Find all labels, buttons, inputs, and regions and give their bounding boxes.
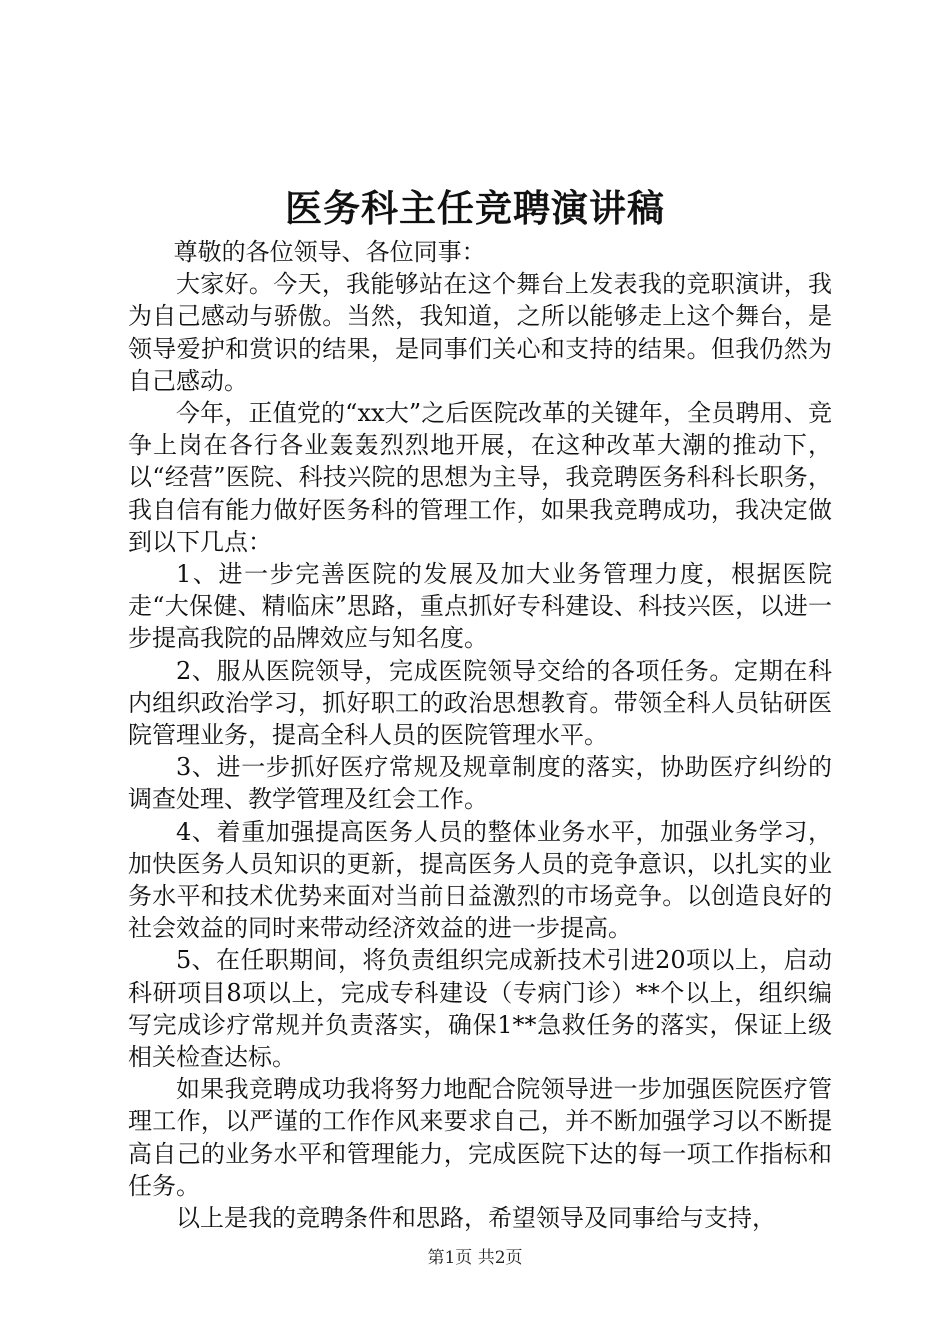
document-title: 医务科主任竞聘演讲稿 <box>285 186 665 230</box>
page-number-footer: 第1页 共2页 <box>427 1248 523 1268</box>
point-5-paragraph: 5、在任职期间，将负责组织完成新技术引进20项以上，启动科研项目8项以上，完成专科建设（专病门诊）**个以上，组织编写完成诊疗常规并负责落实，确保1**急救任务的落实，保证上级相关检查达标。 <box>128 946 832 1072</box>
closing-paragraph: 以上是我的竞聘条件和思路，希望领导及同事给与支持， <box>176 1204 776 1233</box>
point-4-paragraph: 4、着重加强提高医务人员的整体业务水平，加强业务学习，加快医务人员知识的更新，提高医务人员的竞争意识，以扎实的业务水平和技术优势来面对当前日益激烈的市场竞争。以创造良好的社会效益的同时来带动经济效益的进一步提高。 <box>128 817 832 943</box>
commitment-paragraph: 如果我竞聘成功我将努力地配合院领导进一步加强医院医疗管理工作，以严谨的工作作风来要求自己，并不断加强学习以不断提高自己的业务水平和管理能力，完成医院下达的每一项工作指标和任务。 <box>128 1075 832 1200</box>
document-body <box>128 236 832 1234</box>
point-1-paragraph: 1、进一步完善医院的发展及加大业务管理力度，根据医院走“大保健、精临床”思路，重点抓好专科建设、科技兴医，以进一步提高我院的品牌效应与知名度。 <box>128 560 832 653</box>
greeting-paragraph: 大家好。今天，我能够站在这个舞台上发表我的竞职演讲，我为自己感动与骄傲。当然，我知道，之所以能够走上这个舞台，是领导爱护和赏识的结果，是同事们关心和支持的结果。但我仍然为自己感动。 <box>128 270 832 395</box>
point-3-paragraph: 3、进一步抓好医疗常规及规章制度的落实，协助医疗纠纷的调查处理、教学管理及红会工作。 <box>128 753 832 814</box>
salutation-paragraph: 尊敬的各位领导、各位同事： <box>173 238 486 266</box>
point-2-paragraph: 2、服从医院领导，完成医院领导交给的各项任务。定期在科内组织政治学习，抓好职工的政治思想教育。带领全科人员钻研医院管理业务，提高全科人员的医院管理水平。 <box>128 656 832 750</box>
context-paragraph: 今年，正值党的“xx大”之后医院改革的关键年，全员聘用、竞争上岗在各行各业轰轰烈烈地开展，在这种改革大潮的推动下，以“经营”医院、科技兴院的思想为主导，我竞聘医务科科长职务，我自信有能力做好医务科的管理工作，如果我竞聘成功，我决定做到以下几点： <box>128 399 832 556</box>
